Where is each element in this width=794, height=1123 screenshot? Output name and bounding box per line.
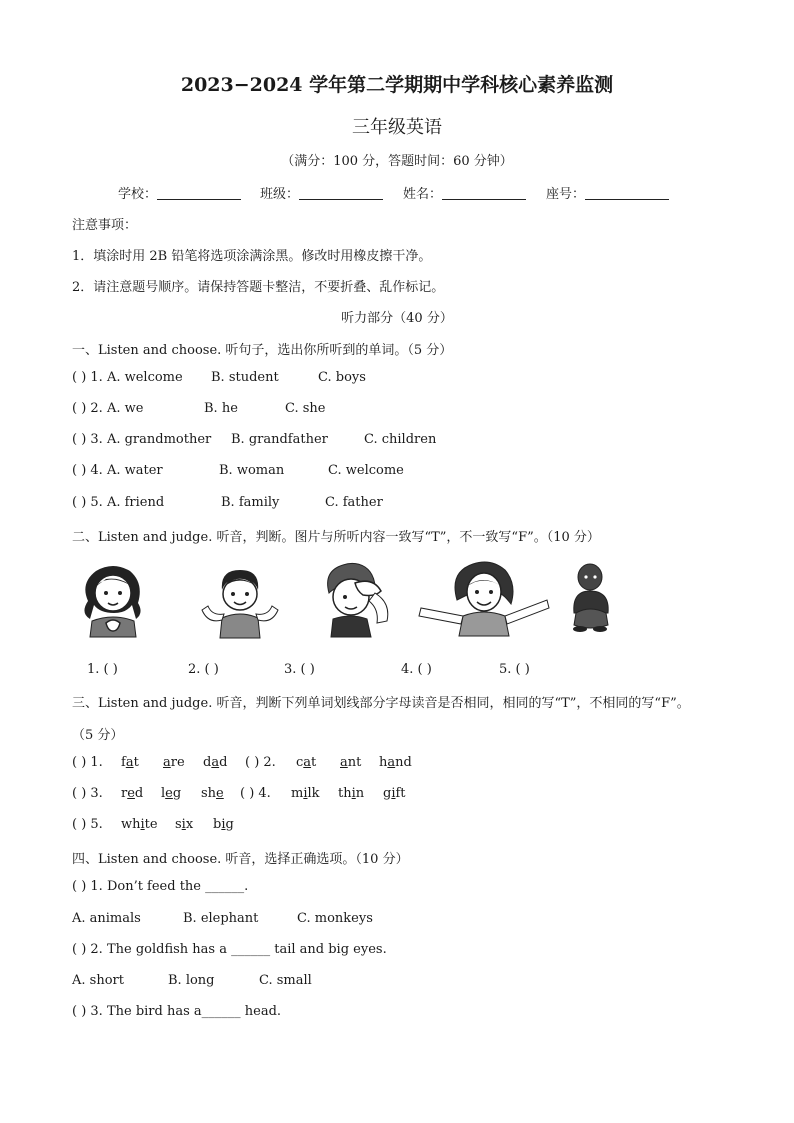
word-part: re bbox=[170, 755, 185, 770]
question-stem[interactable]: ( ) 5. bbox=[72, 817, 103, 832]
option-b[interactable]: B. woman bbox=[219, 463, 285, 478]
name-label: 姓名： bbox=[403, 187, 443, 202]
word-part: d bbox=[203, 755, 212, 770]
option-c[interactable]: C. children bbox=[364, 432, 437, 447]
question-stem[interactable]: ( ) 3. bbox=[72, 786, 103, 801]
option-b[interactable]: B. grandfather bbox=[231, 432, 328, 447]
underlined-letter: i bbox=[221, 817, 226, 832]
word bbox=[340, 755, 361, 770]
word bbox=[175, 817, 193, 832]
underlined-letter: i bbox=[140, 817, 145, 832]
word-part: b bbox=[213, 817, 222, 832]
question-stem[interactable]: ( ) 2. bbox=[245, 755, 276, 770]
crouching-boy-picture bbox=[566, 561, 616, 633]
option-c[interactable]: C. small bbox=[259, 973, 312, 988]
underlined-letter: a bbox=[387, 755, 396, 770]
part2-answer-5[interactable]: 5. ( ) bbox=[499, 662, 530, 677]
word-part: d bbox=[219, 755, 228, 770]
word bbox=[379, 755, 412, 770]
word-part: c bbox=[296, 755, 304, 770]
option-c[interactable]: C. boys bbox=[318, 370, 366, 385]
underlined-letter: i bbox=[303, 786, 308, 801]
boy-shrugging-picture bbox=[198, 566, 283, 638]
part3-heading: 三、Listen and judge. 听音，判断下列单词划线部分字母读音是否相同，相同的写“T”，不相同的写“F”。 bbox=[72, 696, 690, 711]
underlined-letter: e bbox=[165, 786, 173, 801]
word-part: t bbox=[311, 755, 317, 770]
word-part: wh bbox=[121, 817, 141, 832]
question-stem[interactable]: ( ) 3. A. grandmother bbox=[72, 432, 212, 447]
word bbox=[383, 786, 406, 801]
girl-clasped-hands-picture bbox=[78, 563, 148, 638]
school-blank[interactable] bbox=[157, 185, 241, 200]
class-field[interactable] bbox=[260, 183, 383, 202]
seat-field[interactable] bbox=[546, 183, 669, 202]
underlined-letter: a bbox=[303, 755, 312, 770]
school-label: 学校： bbox=[118, 187, 158, 202]
word-part: g bbox=[172, 786, 182, 801]
underlined-letter: a bbox=[340, 755, 348, 770]
word-part: te bbox=[144, 817, 158, 832]
part4-heading: 四、Listen and choose. 听音，选择正确选项。（10 分） bbox=[72, 852, 409, 867]
word-part: g bbox=[383, 786, 392, 801]
option-b[interactable]: B. long bbox=[168, 973, 215, 988]
part2-answer-2[interactable]: 2. ( ) bbox=[188, 662, 219, 677]
word bbox=[121, 817, 158, 832]
exam-subtitle: 三年级英语 bbox=[352, 117, 442, 138]
part2-answer-4[interactable]: 4. ( ) bbox=[401, 662, 432, 677]
underlined-letter: e bbox=[127, 786, 135, 801]
word bbox=[121, 786, 143, 801]
underlined-letter: a bbox=[163, 755, 171, 770]
word-part: m bbox=[291, 786, 304, 801]
word-part: nt bbox=[347, 755, 362, 770]
seat-blank[interactable] bbox=[585, 185, 669, 200]
word-part: n bbox=[355, 786, 365, 801]
word-part: d bbox=[134, 786, 144, 801]
word bbox=[338, 786, 364, 801]
option-b[interactable]: B. he bbox=[204, 401, 238, 416]
option-a[interactable]: A. short bbox=[72, 973, 124, 988]
word-part: ft bbox=[395, 786, 406, 801]
option-a[interactable]: A. animals bbox=[72, 911, 141, 926]
name-blank[interactable] bbox=[442, 185, 526, 200]
option-b[interactable]: B. student bbox=[211, 370, 279, 385]
class-label: 班级： bbox=[260, 187, 300, 202]
part3-heading-cont: （5 分） bbox=[72, 728, 124, 743]
girl-covering-eye-picture bbox=[315, 561, 400, 638]
word-part: h bbox=[379, 755, 388, 770]
word bbox=[296, 755, 316, 770]
underlined-letter: i bbox=[351, 786, 356, 801]
option-c[interactable]: C. welcome bbox=[328, 463, 404, 478]
underlined-letter: i bbox=[391, 786, 396, 801]
woman-open-arms-picture bbox=[417, 560, 551, 638]
word bbox=[201, 786, 224, 801]
word bbox=[163, 755, 185, 770]
question-stem[interactable]: ( ) 2. A. we bbox=[72, 401, 144, 416]
part2-answer-3[interactable]: 3. ( ) bbox=[284, 662, 315, 677]
word bbox=[213, 817, 234, 832]
word-part: sh bbox=[201, 786, 217, 801]
notes-heading: 注意事项： bbox=[72, 218, 138, 233]
word bbox=[161, 786, 181, 801]
exam-title: 2023−2024 学年第二学期期中学科核心素养监测 bbox=[180, 74, 614, 96]
question-stem[interactable]: ( ) 4. bbox=[240, 786, 271, 801]
question-stem[interactable]: ( ) 1. A. welcome bbox=[72, 370, 183, 385]
word-part: nd bbox=[395, 755, 412, 770]
part4-question-2[interactable]: ( ) 2. The goldfish has a ______ tail and big eyes. bbox=[72, 942, 387, 957]
underlined-letter: a bbox=[211, 755, 220, 770]
part4-question-1[interactable]: ( ) 1. Don’t feed the ______. bbox=[72, 879, 249, 894]
part2-answer-1[interactable]: 1. ( ) bbox=[87, 662, 118, 677]
part4-question-3[interactable]: ( ) 3. The bird has a______ head. bbox=[72, 1004, 282, 1019]
question-stem[interactable]: ( ) 1. bbox=[72, 755, 103, 770]
option-c[interactable]: C. father bbox=[325, 495, 383, 510]
word-part: t bbox=[133, 755, 139, 770]
question-stem[interactable]: ( ) 4. A. water bbox=[72, 463, 163, 478]
word-part: l bbox=[161, 786, 166, 801]
class-blank[interactable] bbox=[299, 185, 383, 200]
underlined-letter: i bbox=[181, 817, 186, 832]
exam-meta: （满分：100 分，答题时间：60 分钟） bbox=[281, 154, 513, 169]
word bbox=[121, 755, 139, 770]
word-part: f bbox=[121, 755, 126, 770]
word-part: x bbox=[185, 817, 194, 832]
note-item: 1．填涂时用 2B 铅笔将选项涂满涂黑。修改时用橡皮擦干净。 bbox=[72, 249, 432, 264]
word bbox=[291, 786, 320, 801]
part1-heading: 一、Listen and choose. 听句子，选出你所听到的单词。（5 分） bbox=[72, 343, 453, 358]
school-field[interactable] bbox=[118, 183, 241, 202]
word-part: lk bbox=[307, 786, 320, 801]
word-part: th bbox=[338, 786, 352, 801]
name-field[interactable] bbox=[403, 183, 526, 202]
seat-label: 座号： bbox=[546, 187, 586, 202]
option-b[interactable]: B. elephant bbox=[183, 911, 259, 926]
option-c[interactable]: C. she bbox=[285, 401, 326, 416]
question-stem[interactable]: ( ) 5. A. friend bbox=[72, 495, 165, 510]
option-b[interactable]: B. family bbox=[221, 495, 280, 510]
word-part: g bbox=[225, 817, 234, 832]
word-part: s bbox=[175, 817, 182, 832]
option-c[interactable]: C. monkeys bbox=[297, 911, 373, 926]
word bbox=[203, 755, 227, 770]
word-part: r bbox=[121, 786, 128, 801]
part2-heading: 二、Listen and judge. 听音，判断。图片与所听内容一致写“T”，不一致写“F”。（10 分） bbox=[72, 530, 600, 545]
note-item: 2．请注意题号顺序。请保持答题卡整洁，不要折叠、乱作标记。 bbox=[72, 280, 445, 295]
listening-heading: 听力部分（40 分） bbox=[341, 311, 453, 326]
underlined-letter: a bbox=[125, 755, 134, 770]
underlined-letter: e bbox=[216, 786, 224, 801]
